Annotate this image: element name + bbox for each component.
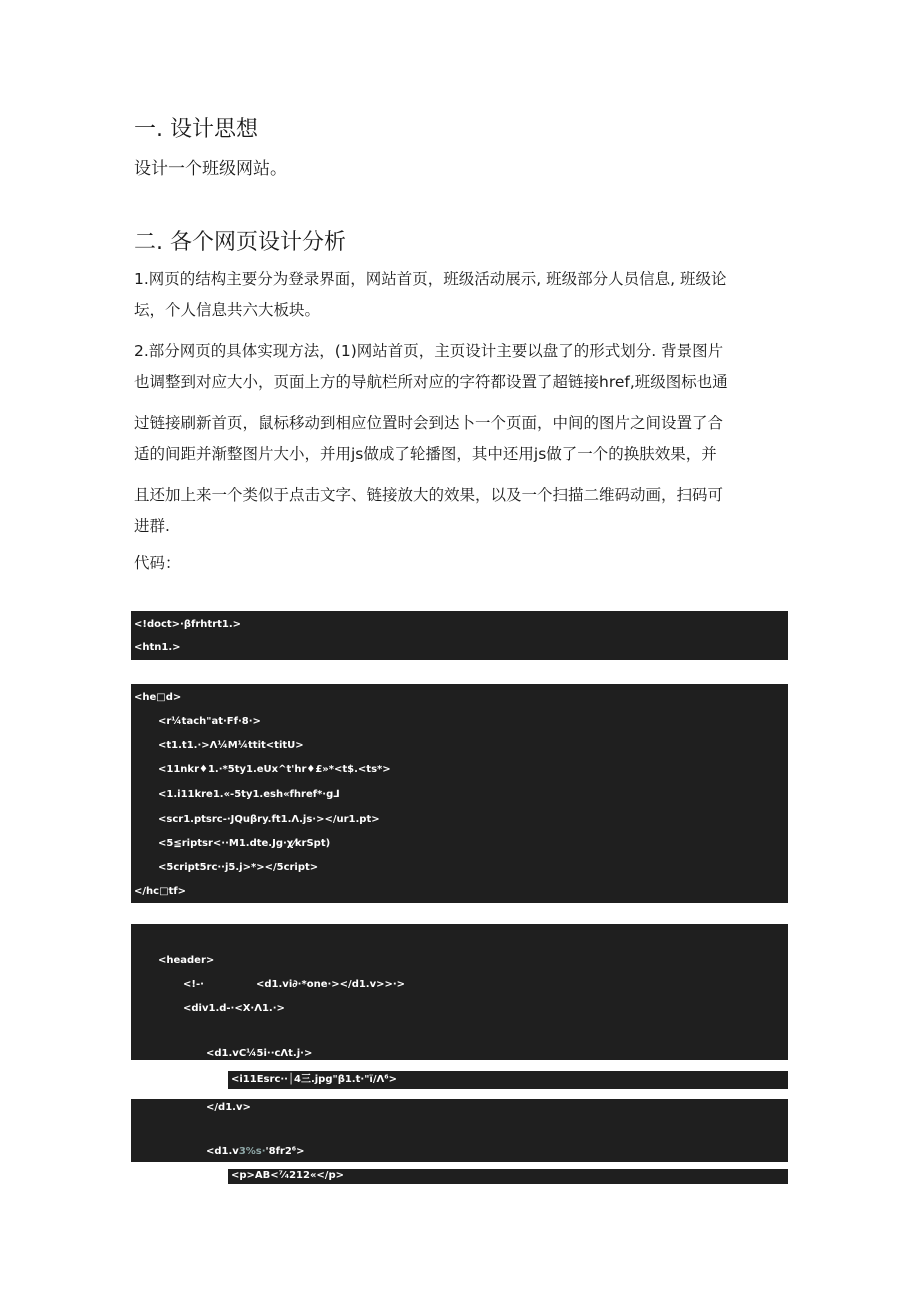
code-line: [206, 1146, 305, 1158]
paragraph-2-line-5: 且还加上来一个类似于点击文字、链接放大的效果，以及一个扫描二维码动画，扫码可: [134, 486, 724, 504]
code-token: '8fr2⁶>: [265, 1146, 305, 1157]
code-line: <p>AB<⁷⁄₄212«</p>: [231, 1170, 344, 1181]
code-line: <5cript5rc··j5.j>*></5cript>: [158, 862, 319, 873]
code-line: <htn1.>: [134, 642, 181, 653]
code-token: <d1.v: [206, 1146, 239, 1157]
code-token: 3%s·: [238, 1146, 266, 1157]
code-line: <d1.vC¼5i··cΛt.j·>: [206, 1048, 313, 1059]
paragraph-1-line-2: 坛，个人信息共六大板块。: [134, 301, 321, 319]
code-line: <5≦riptsr<··M1.dte.Jg·χ⁄krSpt): [158, 838, 331, 849]
code-line: <t1.t1.·>Λ¼M¼ttit<titU>: [158, 740, 304, 751]
paragraph-2-line-4: 适的间距并渐整图片大小，并用js做成了轮播图，其中还用js做了一个的换肤效果，并: [134, 445, 717, 463]
code-line: <r¼tach"at·Ff·8·>: [158, 716, 261, 727]
code-block-img: [228, 1071, 788, 1089]
code-line: <he□d>: [134, 692, 182, 703]
code-line: <11nkr♦1.·*5ty1.eUx^t'hr♦£»*<t$.<ts*>: [158, 764, 391, 775]
code-line: <d1.vi∂·*one·></d1.v>>·>: [256, 979, 406, 990]
code-line: <!-·: [183, 979, 204, 990]
code-line: <div1.d-·<X·Λ1.·>: [183, 1003, 285, 1014]
code-line: <scr1.ptsrc-·JQuβry.ft1.Λ.js·></ur1.pt>: [158, 814, 380, 825]
code-line: </d1.v>: [206, 1102, 251, 1113]
code-block-p: [228, 1169, 788, 1184]
code-line: </hc□tf>: [134, 886, 187, 897]
code-block-div: [131, 1099, 788, 1162]
code-line: <header>: [158, 955, 215, 966]
code-line: <!doct>·βfrhtrt1.>: [134, 619, 242, 630]
design-idea-text: 设计一个班级网站。: [134, 159, 287, 179]
code-line: <1.i11kre1.«-5ty1.esh«fhref*·g⅃: [158, 789, 340, 800]
section-heading-design-idea: 一. 设计思想: [134, 117, 258, 142]
paragraph-2-line-2: 也调整到对应大小，页面上方的导航栏所对应的字符都设置了超链接href,班级图标也通: [134, 373, 728, 391]
section-heading-page-analysis: 二. 各个网页设计分析: [134, 230, 346, 255]
code-block-doctype: [131, 611, 788, 660]
paragraph-1-line-1: 1.网页的结构主要分为登录界面，网站首页，班级活动展示, 班级部分人员信息, 班级论: [134, 270, 727, 288]
paragraph-2-line-6: 进群.: [134, 517, 170, 535]
paragraph-2-line-1: 2.部分网页的具体实现方法，(1)网站首页，主页设计主要以盘了的形式划分. 背景图片: [134, 342, 724, 360]
code-label: 代码：: [134, 554, 181, 572]
code-block-header: [131, 924, 788, 1060]
code-line: <i11Esrc··│4三.jpg"β1.t·"ï/Λ⁶>: [231, 1074, 397, 1085]
paragraph-2-line-3: 过链接刷新首页，鼠标移动到相应位置时会到达卜一个页面，中间的图片之间设置了合: [134, 414, 724, 432]
code-block-head: [131, 684, 788, 903]
